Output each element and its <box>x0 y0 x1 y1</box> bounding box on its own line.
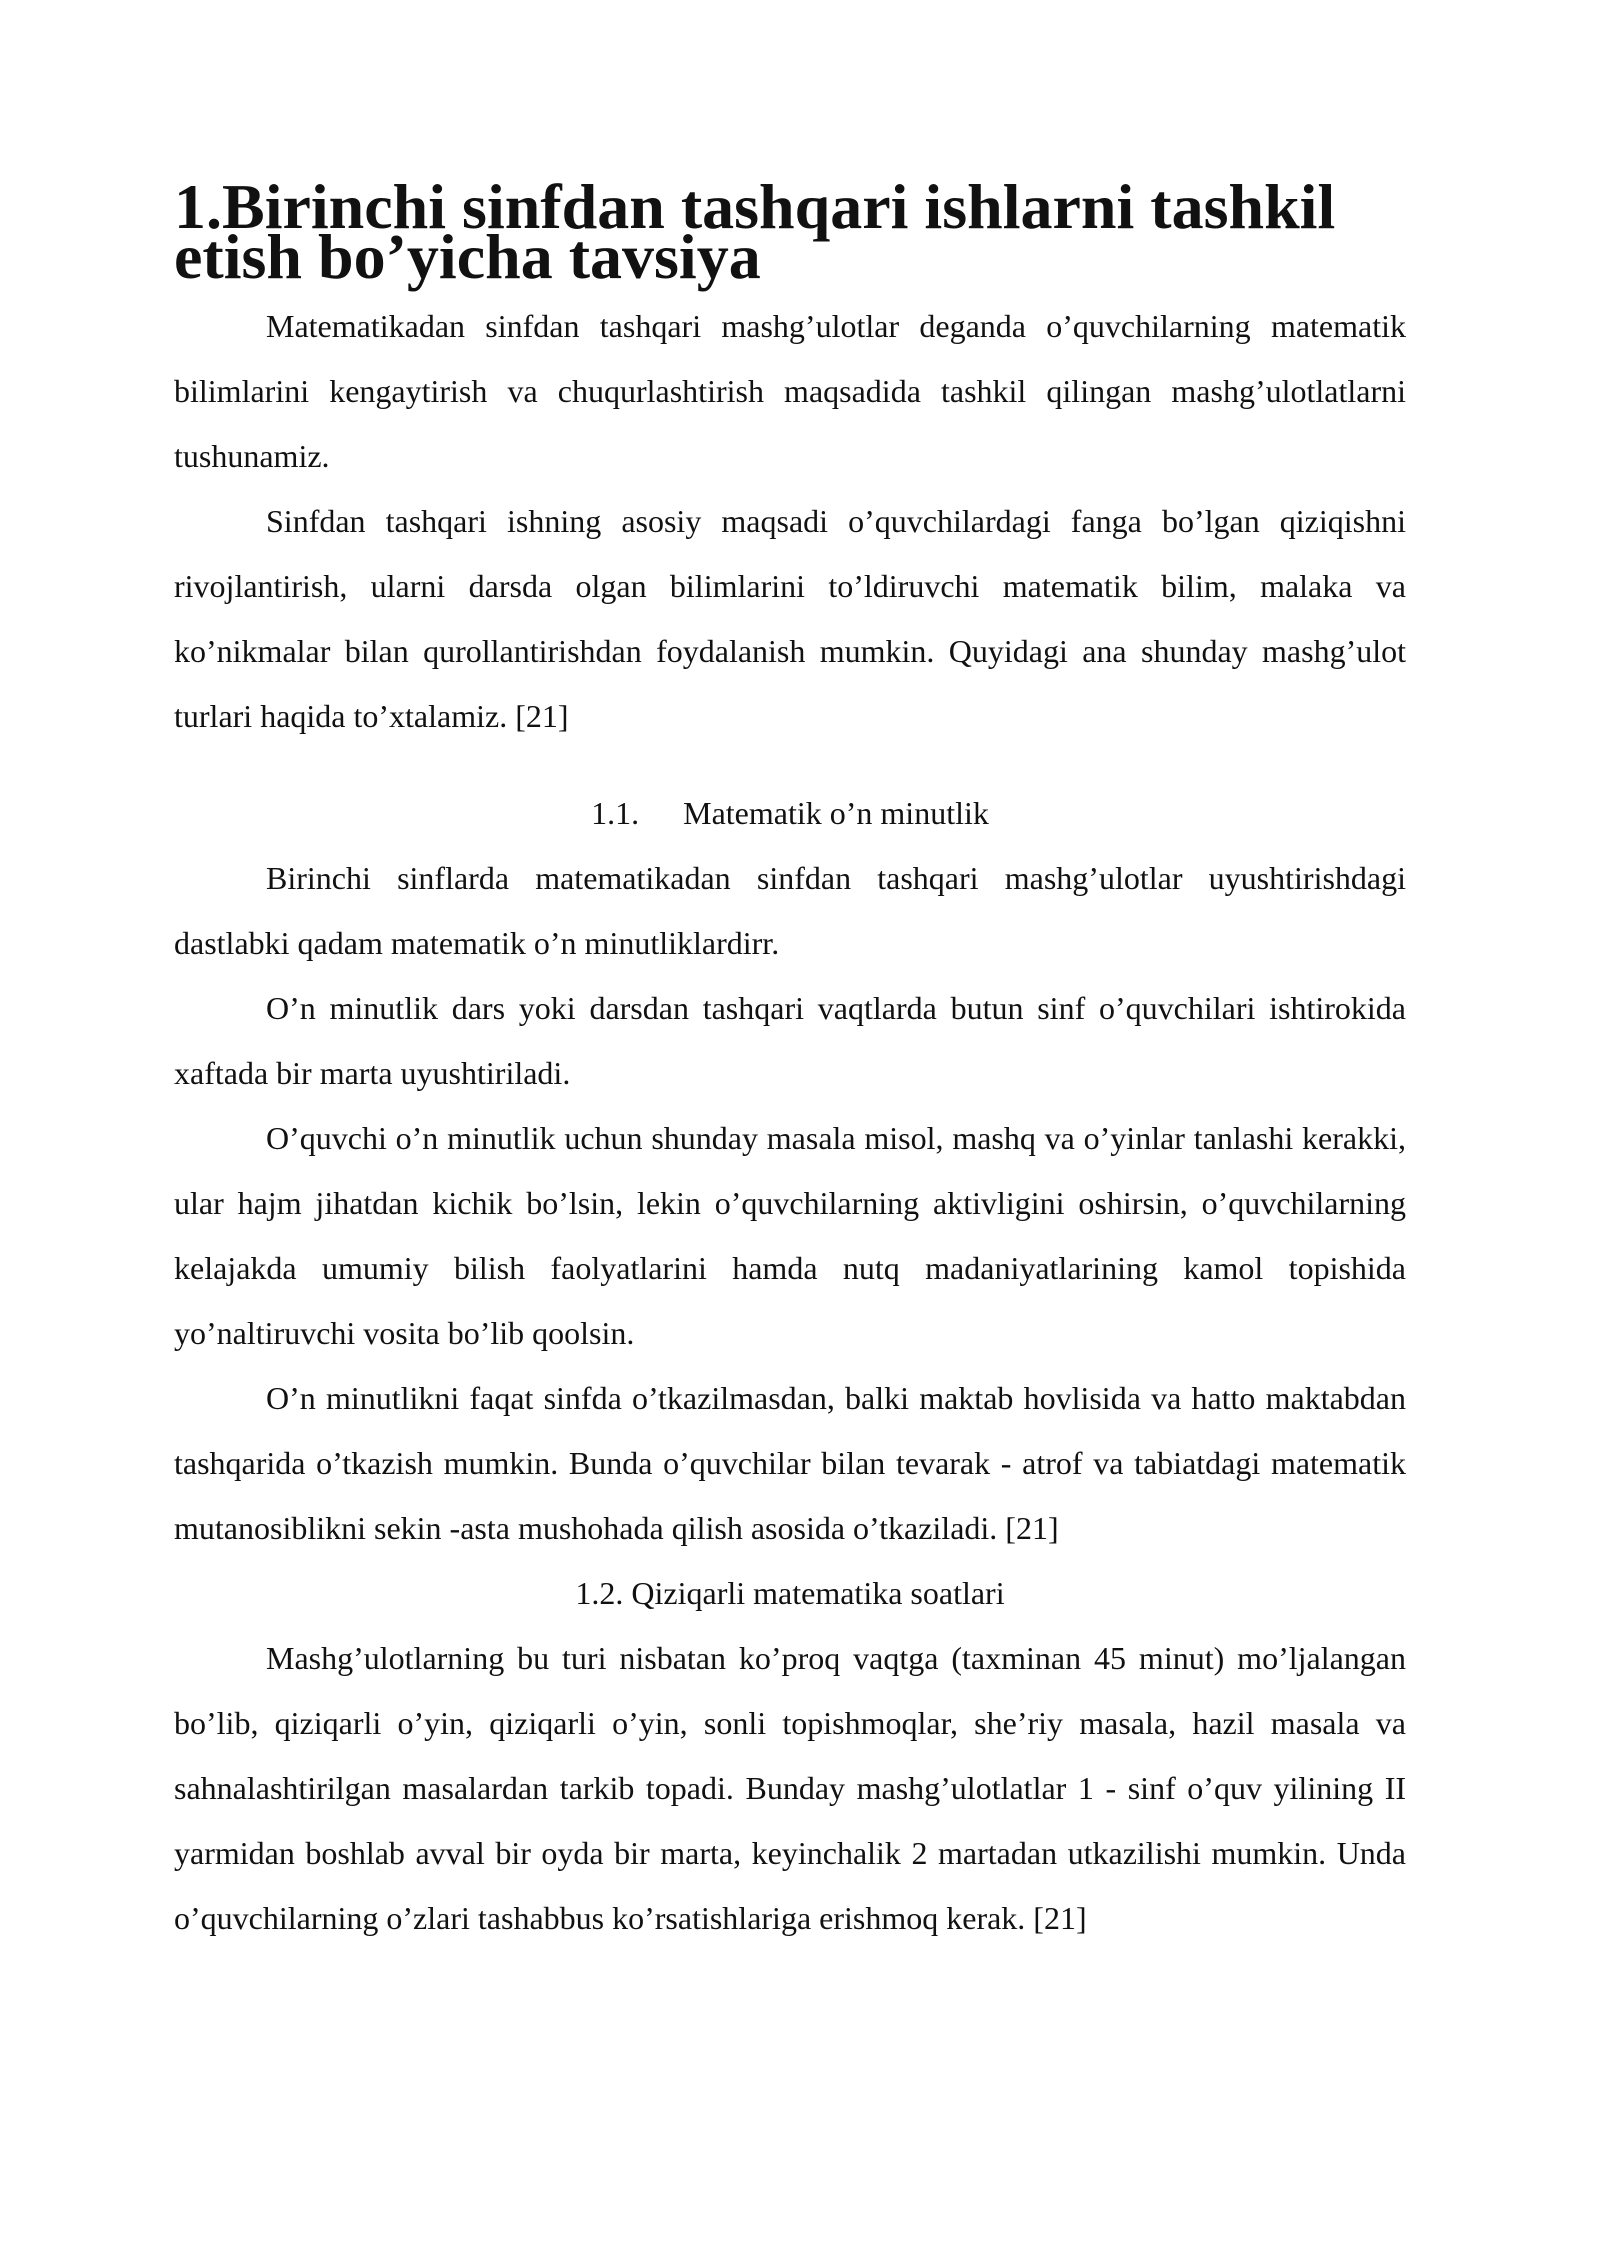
paragraph: O’n minutlikni faqat sinfda o’tkazilmasdan, balki maktab hovlisida va hatto maktabdan tashqarida o’tkazish mumkin. Bunda o’quvchilar bilan tevarak - atrof va tabiatdagi matematik mutanosiblikni sekin -asta mushohada qilish asosida o’tkaziladi. [21] <box>174 1380 1406 1546</box>
section-title: 1.Birinchi sinfdan tashqari ishlarni tashkil etish bo’yicha tavsiya <box>174 171 1336 292</box>
paragraph: Mashg’ulotlarning bu turi nisbatan ko’proq vaqtga (taxminan 45 minut) mo’ljalangan bo’lib, qiziqarli o’yin, qiziqarli o’yin, sonli topishmoqlar, she’riy masala, hazil masala va sahnalashtirilgan masalardan tarkib topadi. Bunday mashg’ulotlatlar 1 - sinf o’quv yilining II yarmidan boshlab avval bir oyda bir marta, keyinchalik 2 martadan utkazilishi mumkin. Unda o’quvchilarning o’zlari tashabbus ko’rsatishlariga erishmoq kerak. [21] <box>174 1640 1406 1936</box>
paragraph: Birinchi sinflarda matematikadan sinfdan tashqari mashg’ulotlar uyushtirishdagi dastlabki qadam matematik o’n minutliklardirr. <box>174 860 1406 961</box>
subsection-heading <box>174 1561 1406 1626</box>
paragraph: O’n minutlik dars yoki darsdan tashqari vaqtlarda butun sinf o’quvchilari ishtirokida xaftada bir marta uyushtiriladi. <box>174 990 1406 1091</box>
subsection-title: 1.2. Qiziqarli matematika soatlari <box>575 1575 1005 1611</box>
paragraph: Matematikadan sinfdan tashqari mashg’ulotlar deganda o’quvchilarning matematik bilimlarini kengaytirish va chuqurlashtirish maqsadida tashkil qilingan mashg’ulotlatlarni tushunamiz. <box>174 308 1406 474</box>
subsection-number: 1.1. <box>591 795 640 831</box>
spacer <box>174 749 1406 781</box>
paragraph: O’quvchi o’n minutlik uchun shunday masala misol, mashq va o’yinlar tanlashi kerakki, ular hajm jihatdan kichik bo’lsin, lekin o’quvchilarning aktivligini oshirsin, o’quvchilarning kelajakda umumiy bilish faolyatlarini hamda nutq madaniyatlarining kamol topishida yo’naltiruvchi vosita bo’lib qoolsin. <box>174 1120 1406 1351</box>
document-page <box>174 171 1406 1951</box>
subsection-heading <box>174 781 1406 846</box>
paragraph: Sinfdan tashqari ishning asosiy maqsadi o’quvchilardagi fanga bo’lgan qiziqishni rivojlantirish, ularni darsda olgan bilimlarini to’ldiruvchi matematik bilim, malaka va ko’nikmalar bilan qurollantirishdan foydalanish mumkin. Quyidagi ana shunday mashg’ulot turlari haqida to’xtalamiz. [21] <box>174 503 1406 734</box>
subsection-title: Matematik o’n minutlik <box>683 795 989 831</box>
